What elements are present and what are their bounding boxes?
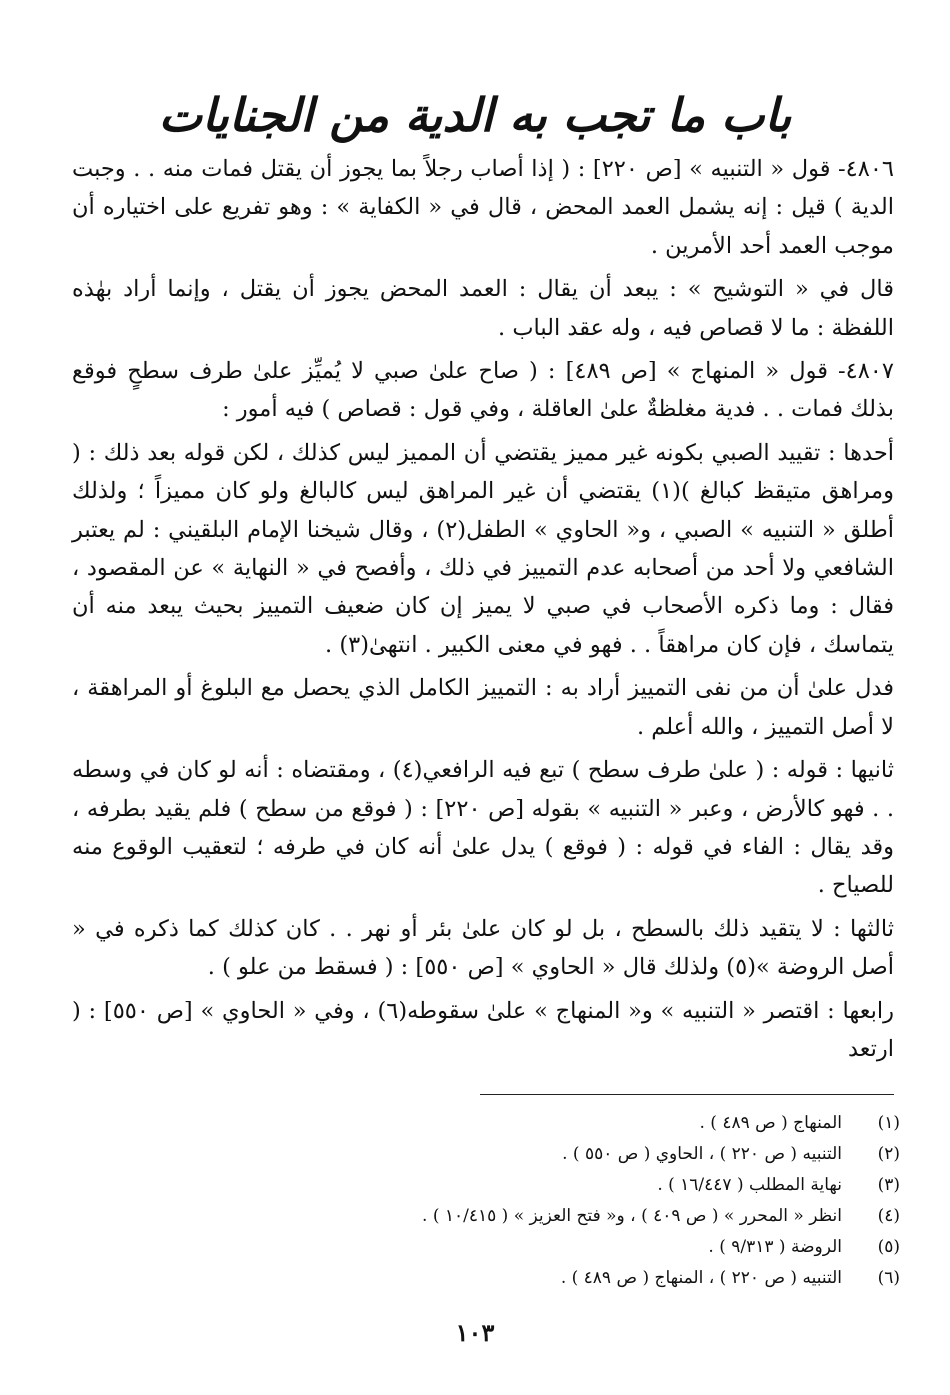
footnote <box>140 1232 900 1263</box>
footnote-separator <box>480 1094 894 1095</box>
footnote-text: انظر « المحرر » ( ص ٤٠٩ ) ، و« فتح العزيز » ( ١٠/٤١٥ ) . <box>422 1206 842 1226</box>
footnote-text: التنبيه ( ص ٢٢٠ ) ، المنهاج ( ص ٤٨٩ ) . <box>560 1268 842 1288</box>
paragraph-first-point: أحدها : تقييد الصبي بكونه غير مميز يقتضي أن المميز ليس كذلك ، لكن قوله بعد ذلك : ( ومراهق متيقظ كبالغ )(١) يقتضي أن غير المراهق ليس كالبالغ ولو كان مميزاً ؛ ولذلك أطلق « التنبيه » الصبي ، و« الحاوي » الطفل(٢) ، وقال شيخنا الإمام البلقيني : لم يعتبر الشافعي ولا أحد من أصحابه عدم التمييز في ذلك ، وأفصح في « النهاية » عن المقصود ، فقال : وما ذكره الأصحاب في صبي لا يميز إن كان ضعيف التمييز بحيث يبعد منه أن يتماسك ، فإن كان مراهقاً . . فهو في معنى الكبير . انتهىٰ(٣) . <box>72 439 894 658</box>
footnote-text: الروضة ( ٩/٣١٣ ) . <box>708 1237 842 1257</box>
paragraph-4807: ٤٨٠٧- قول « المنهاج » [ص ٤٨٩] : ( صاح علىٰ صبي لا يُميِّز علىٰ طرف سطحٍ فوقع بذلك فمات . . فدية مغلظةٌ علىٰ العاقلة ، وفي قول : قصاص ) فيه أمور : <box>72 358 894 423</box>
footnotes <box>140 1108 900 1294</box>
footnote-number: (٥) <box>877 1237 900 1257</box>
footnote-number: (١) <box>877 1113 900 1133</box>
paragraph-second-point: ثانيها : قوله : ( علىٰ طرف سطح ) تبع فيه الرافعي(٤) ، ومقتضاه : أنه لو كان في وسطه . . فهو كالأرض ، وعبر « التنبيه » بقوله [ص ٢٢٠] : ( فوقع من سطح ) فلم يقيد بطرفه ، وقد يقال : الفاء في قوله : ( فوقع ) يدل علىٰ أنه كان في طرفه ؛ لتعقيب الوقوع منه للصياح . <box>72 757 895 899</box>
footnote-number: (٣) <box>877 1175 900 1195</box>
main-text <box>72 150 894 1073</box>
footnote-number: (٤) <box>877 1206 900 1226</box>
footnote <box>140 1108 900 1139</box>
page-number: ١٠٣ <box>455 1318 495 1347</box>
footnote <box>140 1170 900 1201</box>
footnote <box>140 1263 900 1294</box>
footnote <box>140 1201 900 1232</box>
footnote-number: (٢) <box>877 1144 900 1164</box>
chapter-title: باب ما تجب به الدية من الجنايات <box>158 88 792 142</box>
paragraph-third-point: ثالثها : لا يتقيد ذلك بالسطح ، بل لو كان علىٰ بئر أو نهر . . كان كذلك كما ذكره في « أصل الروضة »(٥) ولذلك قال « الحاوي » [ص ٥٥٠] : ( فسقط من علو ) . <box>72 915 894 981</box>
paragraph-conclusion: فدل علىٰ أن من نفى التمييز أراد به : التمييز الكامل الذي يحصل مع البلوغ أو المراهقة ، لا أصل التمييز ، والله أعلم . <box>72 675 894 740</box>
paragraph-tawshih: قال في « التوشيح » : يبعد أن يقال : العمد المحض يجوز أن يقتل ، وإنما أراد بهٰذه اللفظة : ما لا قصاص فيه ، وله عقد الباب . <box>72 276 894 341</box>
paragraph-4806: ٤٨٠٦- قول « التنبيه » [ص ٢٢٠] : ( إذا أصاب رجلاً بما يجوز أن يقتل فمات منه . . وجبت الدية ) قيل : إنه يشمل العمد المحض ، قال في « الكفاية » : وهو تفريع على اختياره أن موجب العمد أحد الأمرين . <box>72 156 894 259</box>
paragraph-fourth-point: رابعها : اقتصر « التنبيه » و« المنهاج » علىٰ سقوطه(٦) ، وفي « الحاوي » [ص ٥٥٠] : ( ارتعد <box>72 997 894 1062</box>
footnote <box>140 1139 900 1170</box>
footnote-number: (٦) <box>877 1268 900 1288</box>
footnote-text: نهاية المطلب ( ١٦/٤٤٧ ) . <box>657 1175 842 1195</box>
footnote-text: التنبيه ( ص ٢٢٠ ) ، الحاوي ( ص ٥٥٠ ) . <box>562 1144 842 1164</box>
footnote-text: المنهاج ( ص ٤٨٩ ) . <box>699 1113 842 1133</box>
